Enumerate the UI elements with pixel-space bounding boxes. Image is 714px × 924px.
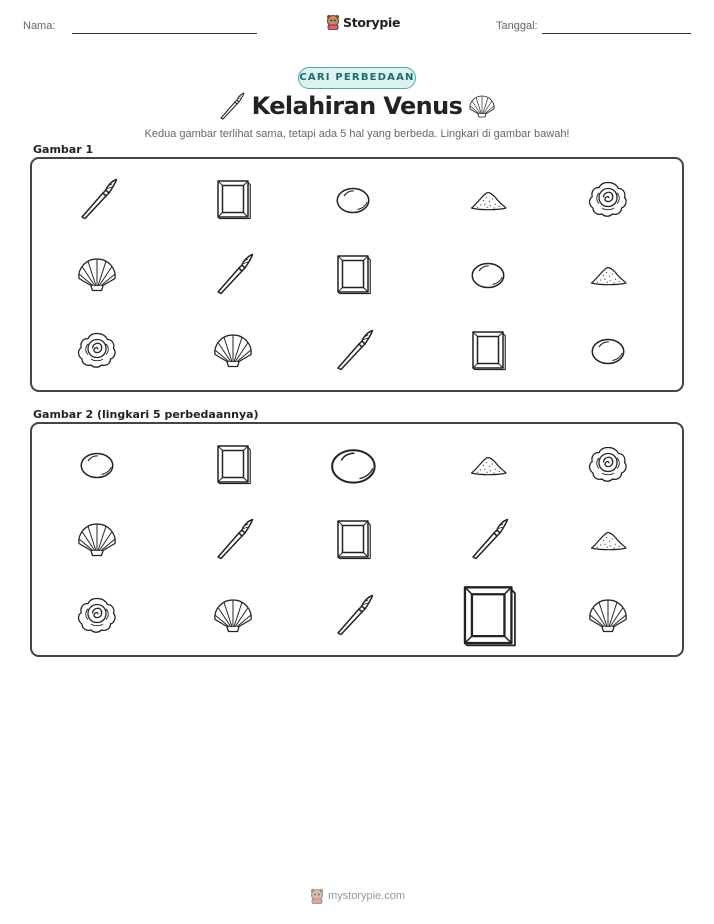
name-field-line[interactable] — [72, 33, 257, 34]
date-label: Tanggal: — [496, 20, 538, 32]
frame-icon — [209, 175, 257, 223]
name-label: Nama: — [23, 20, 56, 32]
activity-badge: CARI PERBEDAAN — [298, 67, 416, 89]
sand-pile-icon — [464, 175, 512, 223]
pearl-icon — [329, 175, 377, 223]
pearl-icon — [464, 250, 512, 298]
footer — [310, 888, 405, 904]
date-field-line[interactable] — [542, 33, 691, 34]
storypie-mascot-icon — [310, 888, 324, 904]
frame-icon[interactable] — [209, 440, 257, 488]
frame-icon[interactable] — [451, 578, 525, 652]
rose-icon — [73, 326, 121, 374]
shell-icon[interactable] — [73, 515, 121, 563]
sand-pile-icon — [584, 250, 632, 298]
paintbrush-icon[interactable] — [209, 515, 257, 563]
rose-icon — [584, 175, 632, 223]
shell-icon — [466, 90, 498, 122]
paintbrush-icon[interactable] — [464, 515, 512, 563]
sand-pile-icon[interactable] — [584, 515, 632, 563]
rose-icon[interactable] — [73, 591, 121, 639]
pearl-icon[interactable] — [73, 440, 121, 488]
picture-1-label: Gambar 1 — [33, 143, 94, 156]
sand-pile-icon[interactable] — [464, 440, 512, 488]
picture-2-panel[interactable] — [30, 422, 684, 657]
footer-url: mystorypie.com — [328, 890, 406, 902]
frame-icon[interactable] — [329, 515, 377, 563]
storypie-mascot-icon — [326, 14, 340, 30]
frame-icon — [464, 326, 512, 374]
picture-1-panel — [30, 157, 684, 392]
paintbrush-icon — [209, 250, 257, 298]
pearl-icon[interactable] — [321, 432, 386, 497]
brand-name: Storypie — [343, 14, 401, 30]
brand-logo — [326, 14, 400, 30]
paintbrush-icon[interactable] — [329, 591, 377, 639]
shell-icon — [209, 326, 257, 374]
paintbrush-icon — [329, 326, 377, 374]
shell-icon[interactable] — [209, 591, 257, 639]
paintbrush-icon — [73, 175, 121, 223]
instructions: Kedua gambar terlihat sama, tetapi ada 5 hal yang berbeda. Lingkari di gambar bawah! — [144, 128, 570, 140]
page-title: Kelahiran Venus — [251, 92, 463, 120]
shell-icon[interactable] — [584, 591, 632, 639]
shell-icon — [73, 250, 121, 298]
picture-2-label: Gambar 2 (lingkari 5 perbedaannya) — [33, 408, 259, 421]
rose-icon[interactable] — [584, 440, 632, 488]
paintbrush-icon — [215, 90, 247, 122]
frame-icon — [329, 250, 377, 298]
pearl-icon — [584, 326, 632, 374]
